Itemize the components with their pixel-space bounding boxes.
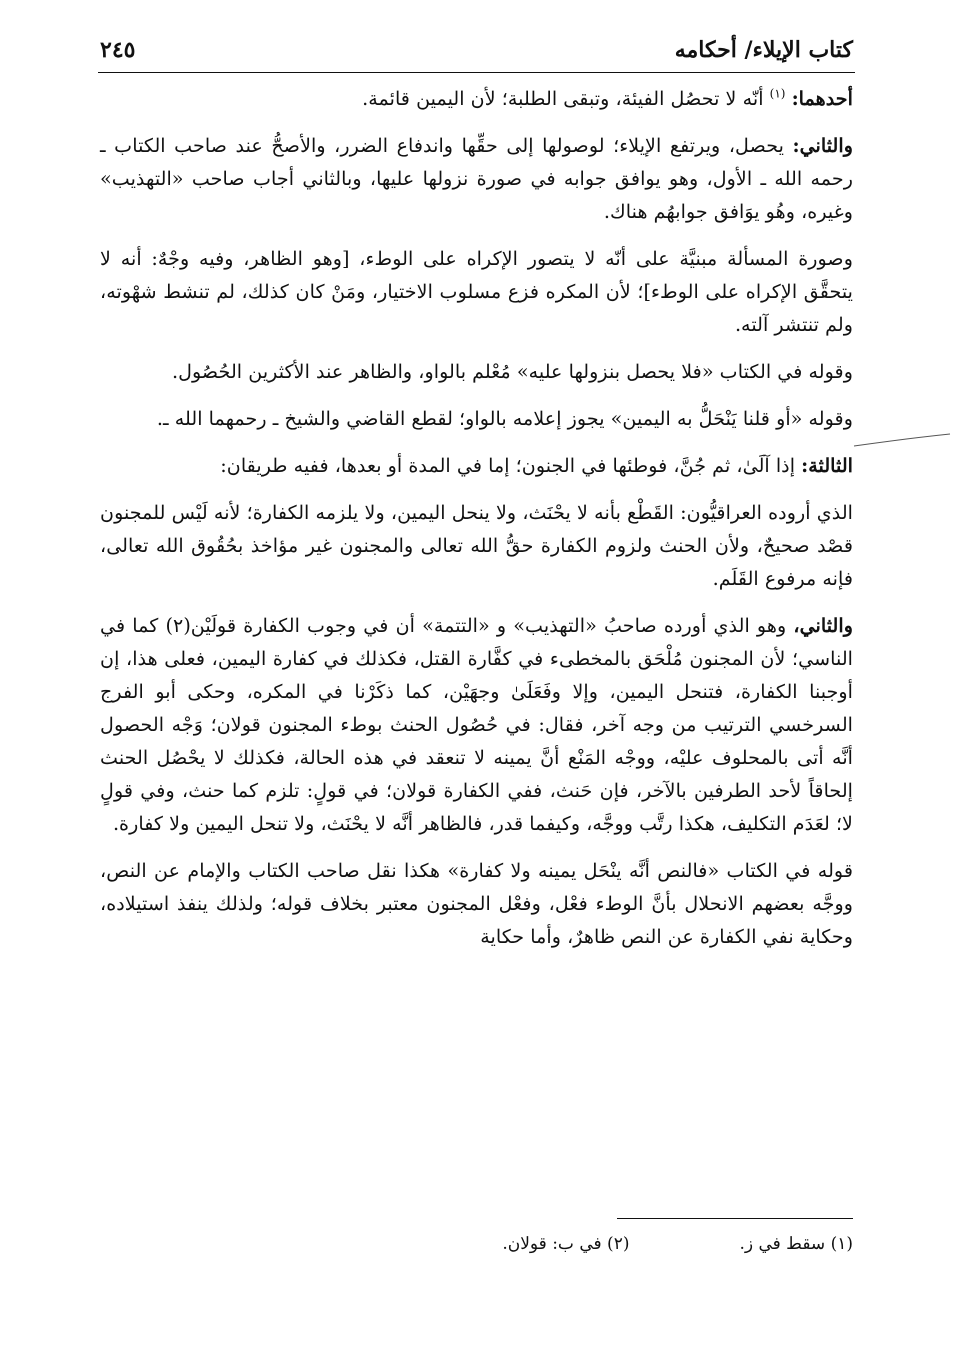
paragraph-text: وصورة المسألة مبنيَّة على أنّه لا يتصور الإكراه على الوطء، [وهو الظاهر، وفيه وجْهٌ: أنه لا يتحقَّق الإكراه على الوطء]؛ لأن المكره فزع مسلوب الاختيار، ومَنْ كان كذلك، لم تنشط شهْوته، ولم تنتشر آلته. [100,247,853,336]
paragraph [100,82,853,115]
paragraph-lead: والثاني: [792,134,853,157]
paragraph [100,129,853,228]
footnote [502,1234,629,1254]
footnote-number: (٢) [607,1234,630,1254]
paragraph-text: يحصل، ويرتفع الإيلاء؛ لوصولها إلى حقِّها واندفاع الضرر، والأصحُّ عند صاحب الكتاب ـ رحمه الله ـ الأول، وهو يوافق جوابه في صورة نزولها عليها، وبالثاني أجاب صاحب «التهذيب» وغيره، وهُو يوَافق جوابهُم هناك. [100,134,853,223]
paragraph-text: وقوله «أو قلنا يَنْحَلُّ به اليمين» يجوز إعلامه بالواو؛ لقطع القاضي والشيخ ـ رحمهما الله ـ. [156,407,853,430]
footnotes [100,1234,853,1254]
paragraph-lead: أحدهما: [791,87,853,110]
paragraph-text: الذي أروده العراقيُّون: القَطْع بأنه لا يحْنَث، ولا ينحل اليمين، ولا يلزمه الكفارة؛ لأنه لَيْس للمجنون قصْد صحيحٌ، ولأن الحنث ولزوم الكفارة حقُّ الله تعالى والمجنون غير مؤاخذ بحُقُوق الله تعالى، فإنه مرفوع القَلَم. [100,501,853,590]
footnote-ref: (١) [769,86,786,101]
paragraph [100,854,853,953]
paragraph-text: وهو الذي أورده صاحبُ «التهذيب» و «التتمة» أن في وجوب الكفارة قولَيْن(٢) كما في الناسي؛ لأن المجنون مُلْحَق بالمخطىء في كفَّارة القتل، فكذلك في كفارة اليمين، فعلى هذا، إن أوجبنا الكفارة، فتنحل اليمين، وإلا وفَعَلَىٰ وجهَيْن، كما ذكَرْنا في المكره، وحكى أبو الفرج السرخسي الترتيب من وجه آخر، فقال: في حُصُول الحنث بوطء المجنون قولان؛ وَجْه الحصول أنَّه أتى بالمحلوف عليْه، ووجْه المَنْع أنَّ يمينه لا تنعقد في هذه الحالة، فكذلك لا يحْصُل الحنث إلحاقاً لأحد الطرفين بالآخر، فإن حَنث، ففي الكفارة قولان؛ في قولٍ: تلزم كما حنث، وفي قولٍ لا؛ لعَدَم التكليف، هكذا رتَّب ووجَّه، وكيفما قدر، فالظاهر أنَّه لا يحْنَث، ولا تنحل اليمين ولا كفارة. [100,614,853,835]
paragraph-text: وقوله في الكتاب «فلا يحصل بنزولها عليه» مُعْلم بالواو، والظاهر عند الأكثرين الحُصُول. [171,360,853,383]
paragraph [100,402,853,435]
pencil-mark [852,432,952,450]
header-rule [98,72,855,73]
paragraph [100,242,853,341]
paragraph [100,449,853,482]
paragraph [100,609,853,840]
book-title: كتاب الإيلاء/ أحكامه [674,37,853,63]
paragraph-lead: الثالثة: [801,454,853,477]
footnote-text: في ب: قولان. [502,1234,602,1254]
paragraph [100,355,853,388]
page-number: ٢٤٥ [100,37,136,63]
footnote-rule [617,1218,853,1219]
footnote-text: سقط في ز. [739,1234,826,1254]
paragraph-text: إذا آلَىٰ، ثم جُنَّ، فوطئها في الجنون؛ إما في المدة أو بعدها، ففيه طريقان: [220,454,796,477]
paragraph-lead: والثاني، [793,614,853,637]
body-text [100,82,853,967]
paragraph-text: أنّه لا تحصُل الفيئة، وتبقى الطلبة؛ لأن اليمين قائمة. [362,87,764,110]
paragraph [100,496,853,595]
footnote [739,1234,853,1254]
running-header [100,30,853,70]
footnote-number: (١) [830,1234,853,1254]
paragraph-text: قوله في الكتاب «فالنص أنَّه ينْحَل يمينه ولا كفارة» هكذا نقل صاحب الكتاب والإمام عن النص، ووجَّه بعضهم الانحلال بأنَّ الوطء فعْل، وفعْل المجنون معتبر بخلاف قوله؛ ولذلك ينفذ استيلاده، وحكاية نفي الكفارة عن النص ظاهرٌ، وأما حكاية [100,859,853,948]
